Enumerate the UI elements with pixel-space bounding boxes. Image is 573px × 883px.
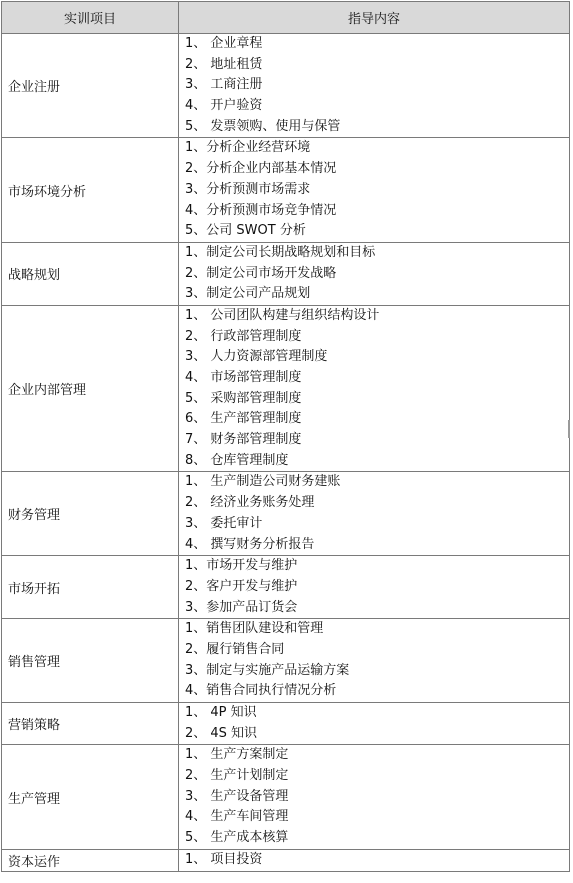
guidance-cell	[179, 556, 570, 619]
guidance-cell	[179, 703, 570, 745]
guidance-item: 3、 委托审计	[185, 515, 263, 531]
guidance-item: 1、市场开发与维护	[185, 558, 298, 574]
header-guidance: 指导内容	[179, 2, 570, 34]
guidance-item: 1、制定公司长期战略规划和目标	[185, 244, 376, 260]
guidance-item: 1、销售团队建设和管理	[185, 621, 324, 637]
guidance-item: 2、制定公司市场开发战略	[185, 265, 337, 281]
header-project: 实训项目	[2, 2, 179, 34]
table-row	[2, 849, 570, 871]
guidance-item: 4、 开户验资	[185, 98, 263, 114]
guidance-cell	[179, 745, 570, 849]
guidance-item: 1、分析企业经营环境	[185, 140, 311, 156]
guidance-item: 5、公司 SWOT 分析	[185, 223, 306, 239]
guidance-item: 4、 撰写财务分析报告	[185, 536, 315, 552]
guidance-item: 4、分析预测市场竞争情况	[185, 202, 337, 218]
guidance-item: 6、 生产部管理制度	[185, 411, 302, 427]
table-header-row	[2, 2, 570, 34]
guidance-item: 7、 财务部管理制度	[185, 432, 302, 448]
guidance-item: 3、参加产品订货会	[185, 599, 298, 615]
guidance-cell	[179, 242, 570, 305]
guidance-item: 5、 采购部管理制度	[185, 390, 302, 406]
project-cell: 市场开拓	[2, 556, 179, 619]
guidance-item: 5、 生产成本核算	[185, 830, 289, 846]
table-row	[2, 305, 570, 472]
guidance-cell	[179, 305, 570, 472]
project-cell: 战略规划	[2, 242, 179, 305]
guidance-item: 3、制定公司产品规划	[185, 286, 311, 302]
table-row	[2, 242, 570, 305]
guidance-item: 1、 生产方案制定	[185, 747, 289, 763]
guidance-item: 4、 生产车间管理	[185, 809, 289, 825]
project-cell: 销售管理	[2, 619, 179, 703]
guidance-item: 3、 人力资源部管理制度	[185, 349, 328, 365]
project-cell: 资本运作	[2, 849, 179, 871]
guidance-cell	[179, 472, 570, 556]
guidance-item: 4、 市场部管理制度	[185, 370, 302, 385]
guidance-item: 2、客户开发与维护	[185, 578, 298, 594]
guidance-item: 2、履行销售合同	[185, 641, 285, 657]
table-row	[2, 619, 570, 703]
project-cell: 市场环境分析	[2, 138, 179, 242]
guidance-item: 1、 生产制造公司财务建账	[185, 474, 341, 490]
training-table	[1, 1, 570, 872]
guidance-item: 2、分析企业内部基本情况	[185, 161, 337, 177]
table-row	[2, 703, 570, 745]
guidance-cell	[179, 619, 570, 703]
guidance-item: 8、 仓库管理制度	[185, 452, 289, 468]
guidance-item: 2、 地址租赁	[185, 56, 263, 72]
table-row	[2, 34, 570, 138]
guidance-item: 3、分析预测市场需求	[185, 181, 311, 197]
guidance-item: 1、 企业章程	[185, 36, 263, 51]
guidance-item: 5、 发票领购、使用与保管	[185, 118, 341, 134]
guidance-item: 1、 公司团队构建与组织结构设计	[185, 307, 380, 323]
project-cell: 营销策略	[2, 703, 179, 745]
table-row	[2, 745, 570, 849]
guidance-cell	[179, 138, 570, 242]
table-row	[2, 472, 570, 556]
guidance-item: 3、制定与实施产品运输方案	[185, 662, 350, 678]
guidance-cell	[179, 849, 570, 871]
guidance-cell	[179, 34, 570, 138]
scroll-marker	[568, 420, 570, 438]
guidance-item: 1、 4P 知识	[185, 705, 257, 720]
table-row	[2, 556, 570, 619]
guidance-item: 2、 4S 知识	[185, 725, 258, 741]
guidance-item: 2、 经济业务账务处理	[185, 495, 315, 511]
guidance-item: 4、销售合同执行情况分析	[185, 683, 337, 699]
guidance-item: 2、 生产计划制定	[185, 768, 289, 784]
project-cell: 企业注册	[2, 34, 179, 138]
project-cell: 财务管理	[2, 472, 179, 556]
project-cell: 生产管理	[2, 745, 179, 849]
table-body	[2, 34, 570, 872]
table-row	[2, 138, 570, 242]
guidance-item: 3、 生产设备管理	[185, 788, 289, 804]
guidance-item: 1、 项目投资	[185, 851, 263, 867]
guidance-item: 2、 行政部管理制度	[185, 328, 302, 344]
guidance-item: 3、 工商注册	[185, 77, 263, 93]
project-cell: 企业内部管理	[2, 305, 179, 472]
